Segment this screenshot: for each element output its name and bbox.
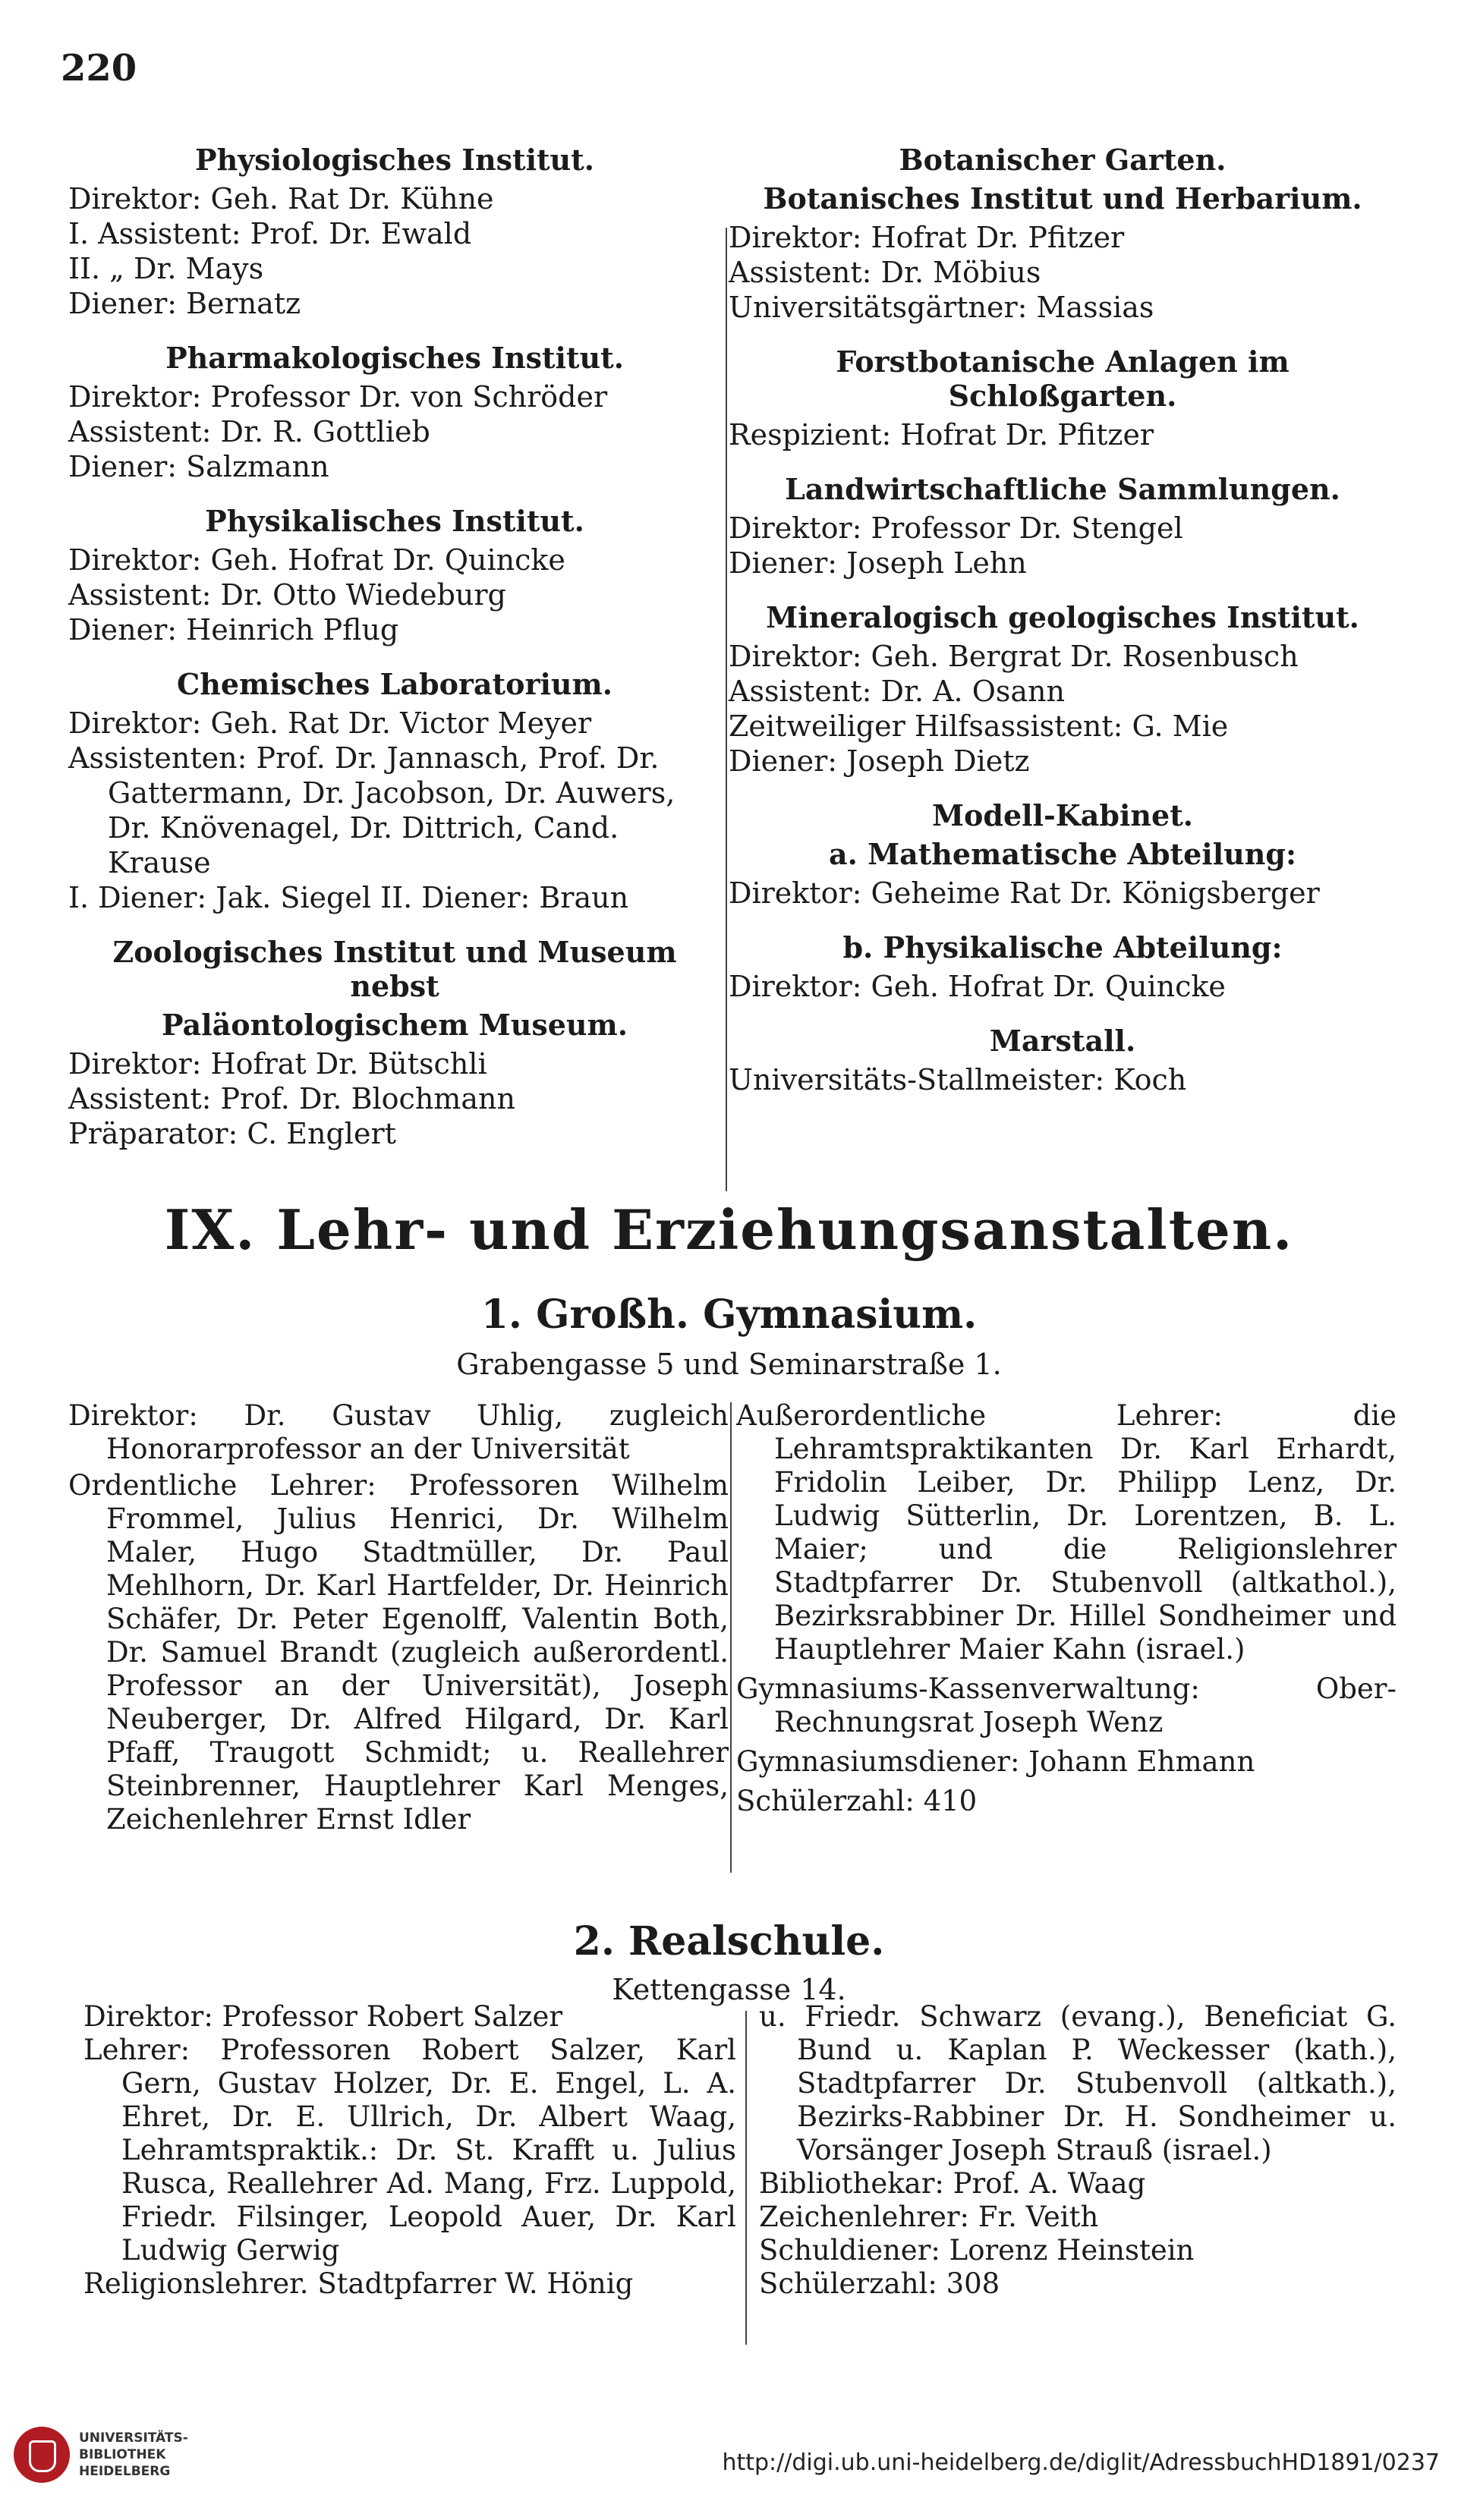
institute-subtitle: a. Mathematische Abteilung: [828,837,1296,871]
entry-line: Assistent: Dr. R. Gottlieb [68,415,430,448]
realschule-heading: 2. Realschule. [573,1918,885,1965]
library-line: UNIVERSITÄTS- [79,2430,188,2446]
institute-block [729,143,1397,325]
entry-line: Dr. Knövenagel, Dr. Dittrich, Cand. [108,811,619,845]
institute-block [729,930,1397,1004]
entry-line: Diener: Salzmann [68,450,329,483]
entry-line: Krause [108,846,211,879]
institute-block [729,472,1397,580]
entry-line: Direktor: Geheime Rat Dr. Königsberger [729,876,1320,910]
entry-line: Gattermann, Dr. Jacobson, Dr. Auwers, [108,776,675,810]
entry-line: Direktor: Geh. Rat Dr. Victor Meyer [68,706,592,740]
paragraph: Gymnasiumsdiener: Johann Ehmann [736,1745,1255,1778]
library-line: HEIDELBERG [79,2464,171,2479]
entry-line: Assistent: Dr. Möbius [729,256,1041,289]
entry-line: Direktor: Geh. Hofrat Dr. Quincke [729,970,1226,1003]
institute-title: b. Physikalische Abteilung: [842,930,1283,964]
top-right-column [729,143,1397,1117]
entry-line: Direktor: Geh. Hofrat Dr. Quincke [68,543,565,577]
institute-title: Mineralogisch geologisches Institut. [766,600,1359,634]
entry-line: Diener: Bernatz [68,287,301,320]
entry-line: Direktor: Geh. Rat Dr. Kühne [68,182,494,216]
entry-line: Diener: Joseph Lehn [729,546,1027,580]
institute-title: Botanischer Garten. [899,143,1227,177]
institute-title: Marstall. [989,1024,1136,1058]
library-logo-icon [14,2427,70,2483]
paragraph: u. Friedr. Schwarz (evang.), Beneficiat G. Bund u. Kaplan P. Weckesser (kath.), Stadtpfarrer Dr. Stubenvoll (altkath.), Bezirks-Rabbiner Dr. H. Sondheimer u. Vorsänger Joseph Strauß (israel.) [759,2000,1397,2166]
section-title: IX. Lehr- und Erziehungsanstalten. [164,1197,1294,1262]
gymnasium-left-column [68,1399,729,1836]
institute-title: Physikalisches Institut. [205,504,584,538]
realschule-right-column [759,2000,1397,2301]
entry-line: Assistent: Dr. A. Osann [729,675,1065,708]
entry-line: Direktor: Geh. Bergrat Dr. Rosenbusch [729,640,1299,673]
institute-block [729,600,1397,779]
library-name [79,2430,188,2480]
institute-subtitle: Paläontologischem Museum. [162,1008,628,1042]
paragraph: Gymnasiums-Kassenverwaltung: Ober-Rechnungsrat Joseph Wenz [736,1672,1397,1738]
institute-title: Pharmakologisches Institut. [165,341,624,375]
institute-title: Zoologisches Institut und Museum nebst [112,935,677,1003]
institute-block [729,344,1397,452]
footer [0,2413,1458,2520]
realschule-left-column [83,2000,736,2301]
institute-block [68,341,721,484]
library-line: BIBLIOTHEK [79,2447,166,2462]
entry-line: II. „ Dr. Mays [68,252,264,285]
paragraph: Religionslehrer. Stadtpfarrer W. Hönig [83,2267,634,2300]
paragraph: Zeichenlehrer: Fr. Veith [759,2201,1099,2233]
paragraph: Schuldiener: Lorenz Heinstein [759,2234,1195,2267]
top-left-column [68,143,721,1171]
institute-subtitle: Botanisches Institut und Herbarium. [763,181,1362,216]
entry-line: Direktor: Hofrat Dr. Bütschli [68,1047,487,1081]
column-divider [726,228,727,1191]
gymnasium-address: Grabengasse 5 und Seminarstraße 1. [456,1348,1002,1381]
gymnasium-right-column [736,1399,1397,1818]
institute-block [68,935,721,1151]
entry-line: Direktor: Professor Dr. von Schröder [68,380,608,414]
column-divider [745,2011,747,2345]
entry-line: Universitätsgärtner: Massias [729,291,1154,324]
entry-line: Assistenten: Prof. Dr. Jannasch, Prof. Dr. [68,741,660,775]
column-divider [730,1402,732,1873]
institute-title: Modell-Kabinet. [931,798,1194,832]
paragraph: Ordentliche Lehrer: Professoren Wilhelm Frommel, Julius Henrici, Dr. Wilhelm Maler, Hugo Stadtmüller, Dr. Paul Mehlhorn, Dr. Karl Hartfelder, Dr. Heinrich Schäfer, Dr. Peter Egenolff, Valentin Both, Dr. Samuel Brandt (zugleich außerordentl. Professor an der Universität), Joseph Neuberger, Dr. Alfred Hilgard, Dr. Karl Pfaff, Traugott Schmidt; u. Reallehrer Steinbrenner, Hauptlehrer Karl Menges, Zeichenlehrer Ernst Idler [68,1469,729,1836]
institute-block [68,504,721,647]
entry-line: Präparator: C. Englert [68,1117,396,1150]
paragraph: Direktor: Professor Robert Salzer [83,2000,563,2033]
institute-title: Chemisches Laboratorium. [177,667,612,701]
entry-line: Universitäts-Stallmeister: Koch [729,1063,1187,1096]
paragraph: Lehrer: Professoren Robert Salzer, Karl Gern, Gustav Holzer, Dr. E. Engel, L. A. Ehret, Dr. E. Ullrich, Dr. Albert Waag, Lehramtspraktik.: Dr. St. Krafft u. Julius Rusca, Reallehrer Ad. Mang, Frz. Luppold, Friedr. Filsinger, Leopold Auer, Dr. Karl Ludwig Gerwig [83,2034,736,2267]
entry-line: Direktor: Professor Dr. Stengel [729,511,1183,545]
institute-block [729,798,1397,911]
paragraph: Bibliothekar: Prof. A. Waag [759,2167,1146,2200]
institute-title: Landwirtschaftliche Sammlungen. [785,472,1340,506]
institute-block [729,1024,1397,1097]
gymnasium-heading: 1. Großh. Gymnasium. [480,1291,978,1338]
entry-line: I. Diener: Jak. Siegel II. Diener: Braun [68,881,629,914]
entry-line: Assistent: Dr. Otto Wiedeburg [68,578,506,612]
institute-block [68,143,721,321]
entry-line: Assistent: Prof. Dr. Blochmann [68,1082,515,1115]
paragraph: Schülerzahl: 410 [736,1785,978,1817]
entry-line: Direktor: Hofrat Dr. Pfitzer [729,221,1125,254]
institute-title: Physiologisches Institut. [195,143,594,177]
institute-block [68,667,721,915]
paragraph: Schülerzahl: 308 [759,2267,1000,2300]
source-url-link[interactable]: http://digi.ub.uni-heidelberg.de/diglit/AdressbuchHD1891/0237 [722,2449,1440,2476]
entry-line: Diener: Heinrich Pflug [68,613,399,647]
entry-line: Zeitweiliger Hilfsassistent: G. Mie [729,709,1229,743]
paragraph: Direktor: Dr. Gustav Uhlig, zugleich Honorarprofessor an der Universität [68,1399,729,1465]
institute-title: Forstbotanische Anlagen im Schloßgarten. [836,344,1290,413]
page-number: 220 [61,47,137,90]
paragraph: Außerordentliche Lehrer: die Lehramtspraktikanten Dr. Karl Erhardt, Fridolin Leiber, Dr. Philipp Lenz, Dr. Ludwig Sütterlin, Dr. Lorentzen, B. L. Maier; und die Religionslehrer Stadtpfarrer Dr. Stubenvoll (altkathol.), Bezirksrabbiner Dr. Hillel Sondheimer und Hauptlehrer Maier Kahn (israel.) [736,1399,1397,1666]
entry-line: I. Assistent: Prof. Dr. Ewald [68,217,472,250]
entry-line: Respizient: Hofrat Dr. Pfitzer [729,418,1154,451]
realschule-address: Kettengasse 14. [612,1973,846,2006]
entry-line: Diener: Joseph Dietz [729,744,1030,778]
